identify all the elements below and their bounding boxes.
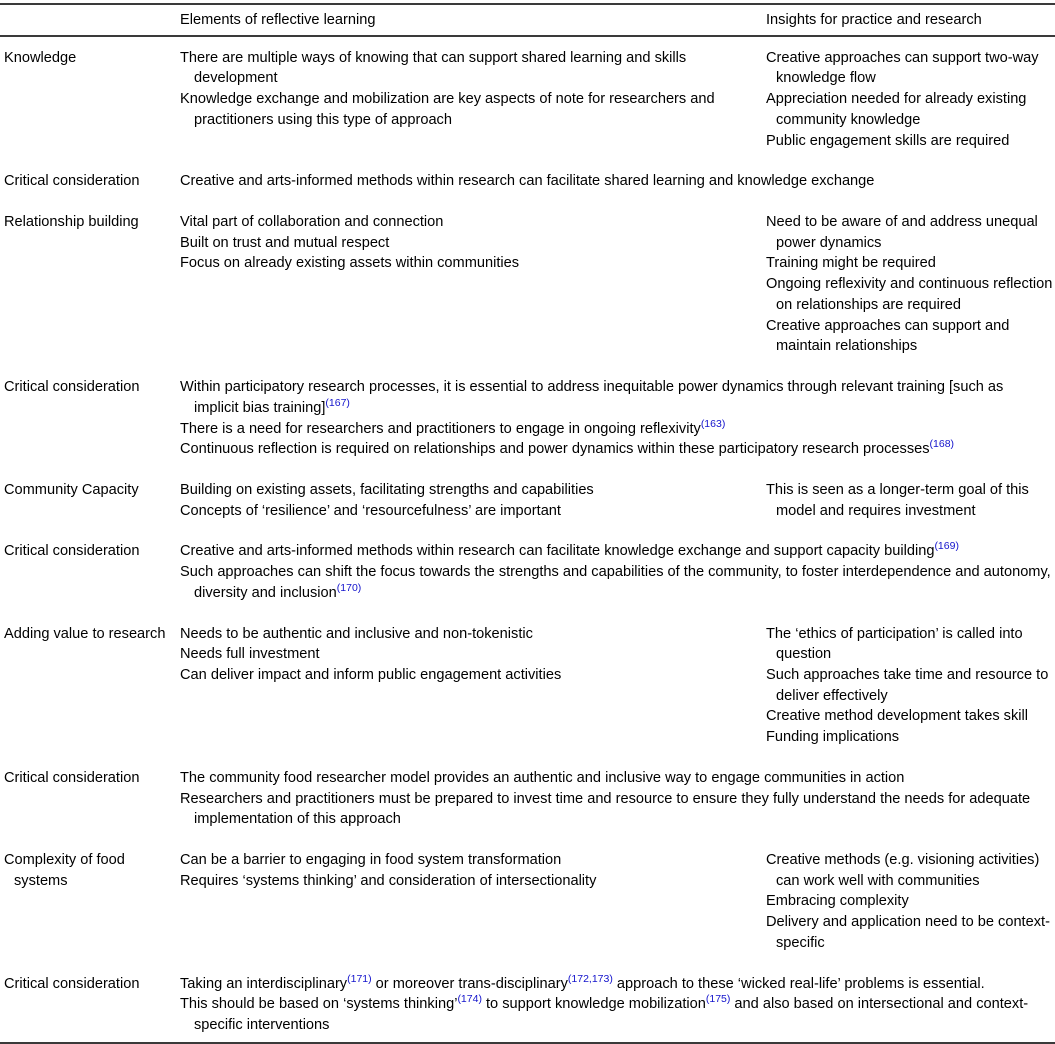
citation-reference[interactable]: (174) (457, 993, 482, 1006)
element-item-2: Requires ‘systems thinking’ and consideration of intersectionality (180, 872, 597, 889)
row-label-text: Critical consideration (4, 769, 140, 786)
row-label-critical-consideration (0, 963, 180, 1036)
table-row (0, 366, 1055, 460)
row-spacer (0, 830, 1055, 839)
table-rows-container (0, 37, 1055, 1042)
row-label-text: Adding value to research (4, 625, 166, 642)
citation-reference[interactable]: (175) (705, 993, 731, 1006)
row-label-critical-consideration (0, 530, 180, 603)
reflective-learning-table (0, 3, 1055, 1044)
element-item-1: Building on existing assets, facilitating strengths and capabilities (180, 481, 594, 498)
element-item-2: Needs full investment (180, 646, 320, 663)
citation-reference[interactable]: (167) (325, 396, 350, 409)
row-label-text: Community Capacity (4, 481, 139, 498)
row-spacer (0, 357, 1055, 366)
row-label-theme (0, 613, 180, 748)
row-label-text: Critical consideration (4, 173, 140, 190)
critical-paragraph-2: This should be based on ‘systems thinking’$^{(174)}$ to support knowledge mobilization$^{(175)}$ and also based on intersectional and context-specific interventions (180, 993, 1029, 1034)
row-spacer (0, 521, 1055, 530)
table-row (0, 963, 1055, 1036)
row-spacer (0, 748, 1055, 757)
insight-item-4: Creative approaches can support and maintain relationships (766, 317, 1010, 355)
row-label-theme (0, 839, 180, 954)
element-item-2: Built on trust and mutual respect (180, 234, 390, 251)
row-label-theme (0, 37, 180, 152)
element-item-3: Can deliver impact and inform public engagement activities (180, 666, 562, 683)
element-item-2: Concepts of ‘resilience’ and ‘resourcefulness’ are important (180, 502, 561, 519)
insight-item-3: Public engagement skills are required (766, 132, 1010, 149)
critical-paragraph-1: Creative and arts-informed methods within research can facilitate shared learning and knowledge exchange (180, 173, 875, 190)
critical-consideration-content (180, 530, 1055, 603)
table-row (0, 201, 1055, 357)
elements-of-reflective-learning-cell (180, 37, 766, 152)
critical-paragraph-2: There is a need for researchers and practitioners to engage in ongoing reflexivity$^{(163)}$ (180, 417, 726, 437)
element-item-1: Needs to be authentic and inclusive and non-tokenistic (180, 625, 533, 642)
citation-reference[interactable]: (170) (336, 581, 362, 594)
insight-item-2: Appreciation needed for already existing community knowledge (766, 91, 1027, 128)
citation-reference[interactable]: (168) (929, 438, 955, 451)
insight-item-1: This is seen as a longer-term goal of this model and requires investment (766, 481, 1029, 519)
insight-item-3: Delivery and application need to be context-specific (766, 914, 1050, 951)
critical-paragraph-1: Creative and arts-informed methods within research can facilitate knowledge exchange and support capacity building$^{(169)}$ (180, 540, 959, 560)
element-item-1: Vital part of collaboration and connection (180, 214, 444, 231)
table-row (0, 839, 1055, 954)
row-spacer-cell (0, 954, 1055, 963)
table-row (0, 160, 1055, 192)
row-label-critical-consideration (0, 757, 180, 830)
critical-paragraph-2: Researchers and practitioners must be prepared to invest time and resource to ensure they fully understand the needs for adequate implementation of this approach (180, 790, 1031, 828)
critical-consideration-content (180, 757, 1055, 830)
insight-item-2: Training might be required (766, 255, 936, 272)
insights-for-practice-and-research-cell (766, 469, 1055, 521)
critical-paragraph-1: Within participatory research processes, it is essential to address inequitable power dynamics through relevant training [such as implicit bias training]$^{(167)}$ (180, 379, 1004, 416)
elements-of-reflective-learning-cell (180, 469, 766, 521)
citation-reference[interactable]: (171) (347, 972, 372, 985)
critical-consideration-content (180, 160, 1055, 192)
row-label-theme (0, 469, 180, 521)
row-label-theme (0, 201, 180, 357)
row-label-text: Knowledge (4, 49, 77, 66)
citation-reference[interactable]: (169) (934, 540, 959, 553)
insight-item-3: Ongoing reflexivity and continuous reflection on relationships are required (766, 276, 1053, 313)
element-item-2: Knowledge exchange and mobilization are key aspects of note for researchers and practitioners using this type of approach (180, 91, 715, 128)
insights-for-practice-and-research-cell (766, 839, 1055, 954)
row-label-text: Relationship building (4, 214, 139, 231)
row-spacer-cell (0, 521, 1055, 530)
elements-of-reflective-learning-cell (180, 613, 766, 748)
table-row (0, 469, 1055, 521)
insight-item-4: Funding implications (766, 729, 900, 746)
row-spacer (0, 192, 1055, 201)
row-label-text: Critical consideration (4, 975, 140, 992)
header-elements-of-reflective-learning: Elements of reflective learning (180, 12, 376, 28)
critical-paragraph-1: Taking an interdisciplinary$^{(171)}$ or moreover trans-disciplinary$^{(172,173)}$ approach to these ‘wicked real-life’ problems is essential. (180, 972, 985, 992)
critical-consideration-content (180, 366, 1055, 460)
critical-paragraph-2: Such approaches can shift the focus towards the strengths and capabilities of the community, to foster interdependence and autonomy, diversity and inclusion$^{(170)}$ (180, 564, 1051, 601)
row-spacer (0, 954, 1055, 963)
table-row (0, 37, 1055, 152)
element-item-1: Can be a barrier to engaging in food system transformation (180, 852, 562, 868)
table-header (0, 5, 1055, 35)
row-label-critical-consideration (0, 160, 180, 192)
insight-item-1: The ‘ethics of participation’ is called into question (766, 625, 1023, 663)
row-spacer (0, 151, 1055, 160)
row-label-text: Complexity of food systems (4, 852, 125, 889)
insight-item-2: Such approaches take time and resource to deliver effectively (766, 666, 1049, 704)
table-row (0, 757, 1055, 830)
element-item-3: Focus on already existing assets within communities (180, 255, 520, 272)
row-label-text: Critical consideration (4, 379, 140, 396)
row-spacer-cell (0, 460, 1055, 469)
table-row (0, 530, 1055, 603)
insight-item-1: Need to be aware of and address unequal power dynamics (766, 214, 1038, 251)
row-spacer-cell (0, 151, 1055, 160)
table-row (0, 613, 1055, 748)
insight-item-1: Creative methods (e.g. visioning activities) can work well with communities (766, 852, 1040, 889)
row-spacer-cell (0, 192, 1055, 201)
citation-reference[interactable]: (163) (700, 417, 726, 430)
insights-for-practice-and-research-cell (766, 37, 1055, 152)
table-bottom-rule (0, 1042, 1055, 1044)
critical-paragraph-3: Continuous reflection is required on relationships and power dynamics within these participatory research processes$^{(168)}$ (180, 438, 955, 458)
table-body (0, 5, 1055, 35)
insight-item-1: Creative approaches can support two-way knowledge flow (766, 49, 1039, 87)
row-spacer (0, 460, 1055, 469)
row-spacer-cell (0, 830, 1055, 839)
row-spacer-cell (0, 357, 1055, 366)
critical-paragraph-1: The community food researcher model provides an authentic and inclusive way to engage communities in action (180, 769, 905, 786)
header-insights-for-practice-and-research: Insights for practice and research (766, 12, 982, 28)
critical-consideration-content (180, 963, 1055, 1036)
insights-for-practice-and-research-cell (766, 613, 1055, 748)
citation-reference[interactable]: (172,173) (567, 972, 613, 985)
header-row (0, 5, 1055, 35)
row-spacer-cell (0, 604, 1055, 613)
header-label-blank (0, 5, 180, 35)
insight-item-3: Creative method development takes skill (766, 708, 1029, 725)
row-label-critical-consideration (0, 366, 180, 460)
insight-item-2: Embracing complexity (766, 893, 909, 910)
element-item-1: There are multiple ways of knowing that can support shared learning and skills development (180, 49, 687, 87)
elements-of-reflective-learning-cell (180, 201, 766, 357)
row-label-text: Critical consideration (4, 543, 140, 560)
insights-for-practice-and-research-cell (766, 201, 1055, 357)
elements-of-reflective-learning-cell (180, 839, 766, 954)
row-spacer-cell (0, 748, 1055, 757)
row-spacer (0, 604, 1055, 613)
